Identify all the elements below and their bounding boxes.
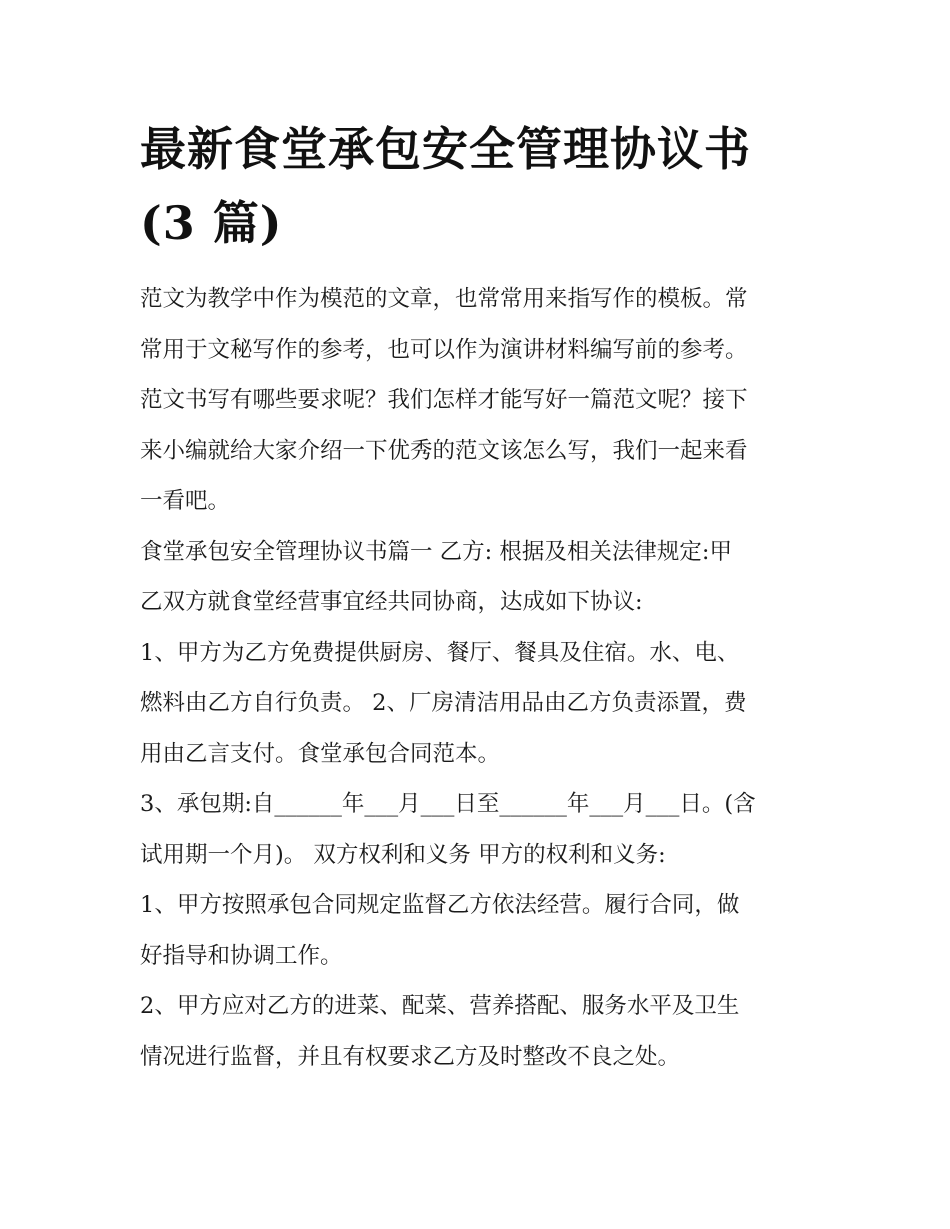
document-body: [140, 274, 815, 1082]
text-line: 一看吧。: [140, 488, 231, 514]
text-line: 用由乙言支付。食堂承包合同范本。: [140, 740, 501, 767]
text-line: 来小编就给大家介绍一下优秀的范文该怎么写，我们一起来看: [140, 437, 748, 464]
paragraph-party-a-duty-2: [140, 981, 815, 1082]
paragraph-clause-1: [140, 628, 815, 780]
text-line: 试用期一个月)。 双方权利和义务 甲方的权利和义务:: [140, 841, 666, 868]
paragraph-party-a-duty-1: [140, 880, 815, 981]
text-line: 2、甲方应对乙方的进菜、配菜、营养搭配、服务水平及卫生: [140, 993, 740, 1019]
text-line: 食堂承包安全管理协议书篇一 乙方: 根据及相关法律规定:甲: [140, 538, 732, 565]
text-line: 乙双方就食堂经营事宜经共同协商，达成如下协议:: [140, 589, 643, 615]
paragraph-intro: [140, 274, 815, 527]
text-line: 好指导和协调工作。: [140, 942, 343, 969]
text-line: 常用于文秘写作的参考，也可以作为演讲材料编写前的参考。: [140, 336, 748, 363]
text-line: 范文为教学中作为模范的文章，也常常用来指写作的模板。常: [140, 286, 748, 312]
text-line: 范文书写有哪些要求呢？我们怎样才能写好一篇范文呢？接下: [140, 387, 748, 413]
title-line: (3 篇): [140, 196, 283, 250]
text-line: 情况进行监督，并且有权要求乙方及时整改不良之处。: [140, 1043, 681, 1070]
paragraph-section-one: [140, 527, 815, 628]
text-line: 燃料由乙方自行负责。 2、厂房清洁用品由乙方负责添置，费: [140, 690, 747, 716]
document-title: [140, 112, 815, 260]
paragraph-clause-3: [140, 779, 815, 880]
document-content: [140, 112, 815, 1082]
text-line: 3、承包期:自______年___月___日至______年___月___日。(含: [140, 791, 756, 817]
title-line: 最新食堂承包安全管理协议书: [140, 122, 751, 176]
text-line: 1、甲方按照承包合同规定监督乙方依法经营。履行合同，做: [140, 892, 740, 918]
text-line: 1、甲方为乙方免费提供厨房、餐厅、餐具及住宿。水、电、: [140, 639, 740, 666]
